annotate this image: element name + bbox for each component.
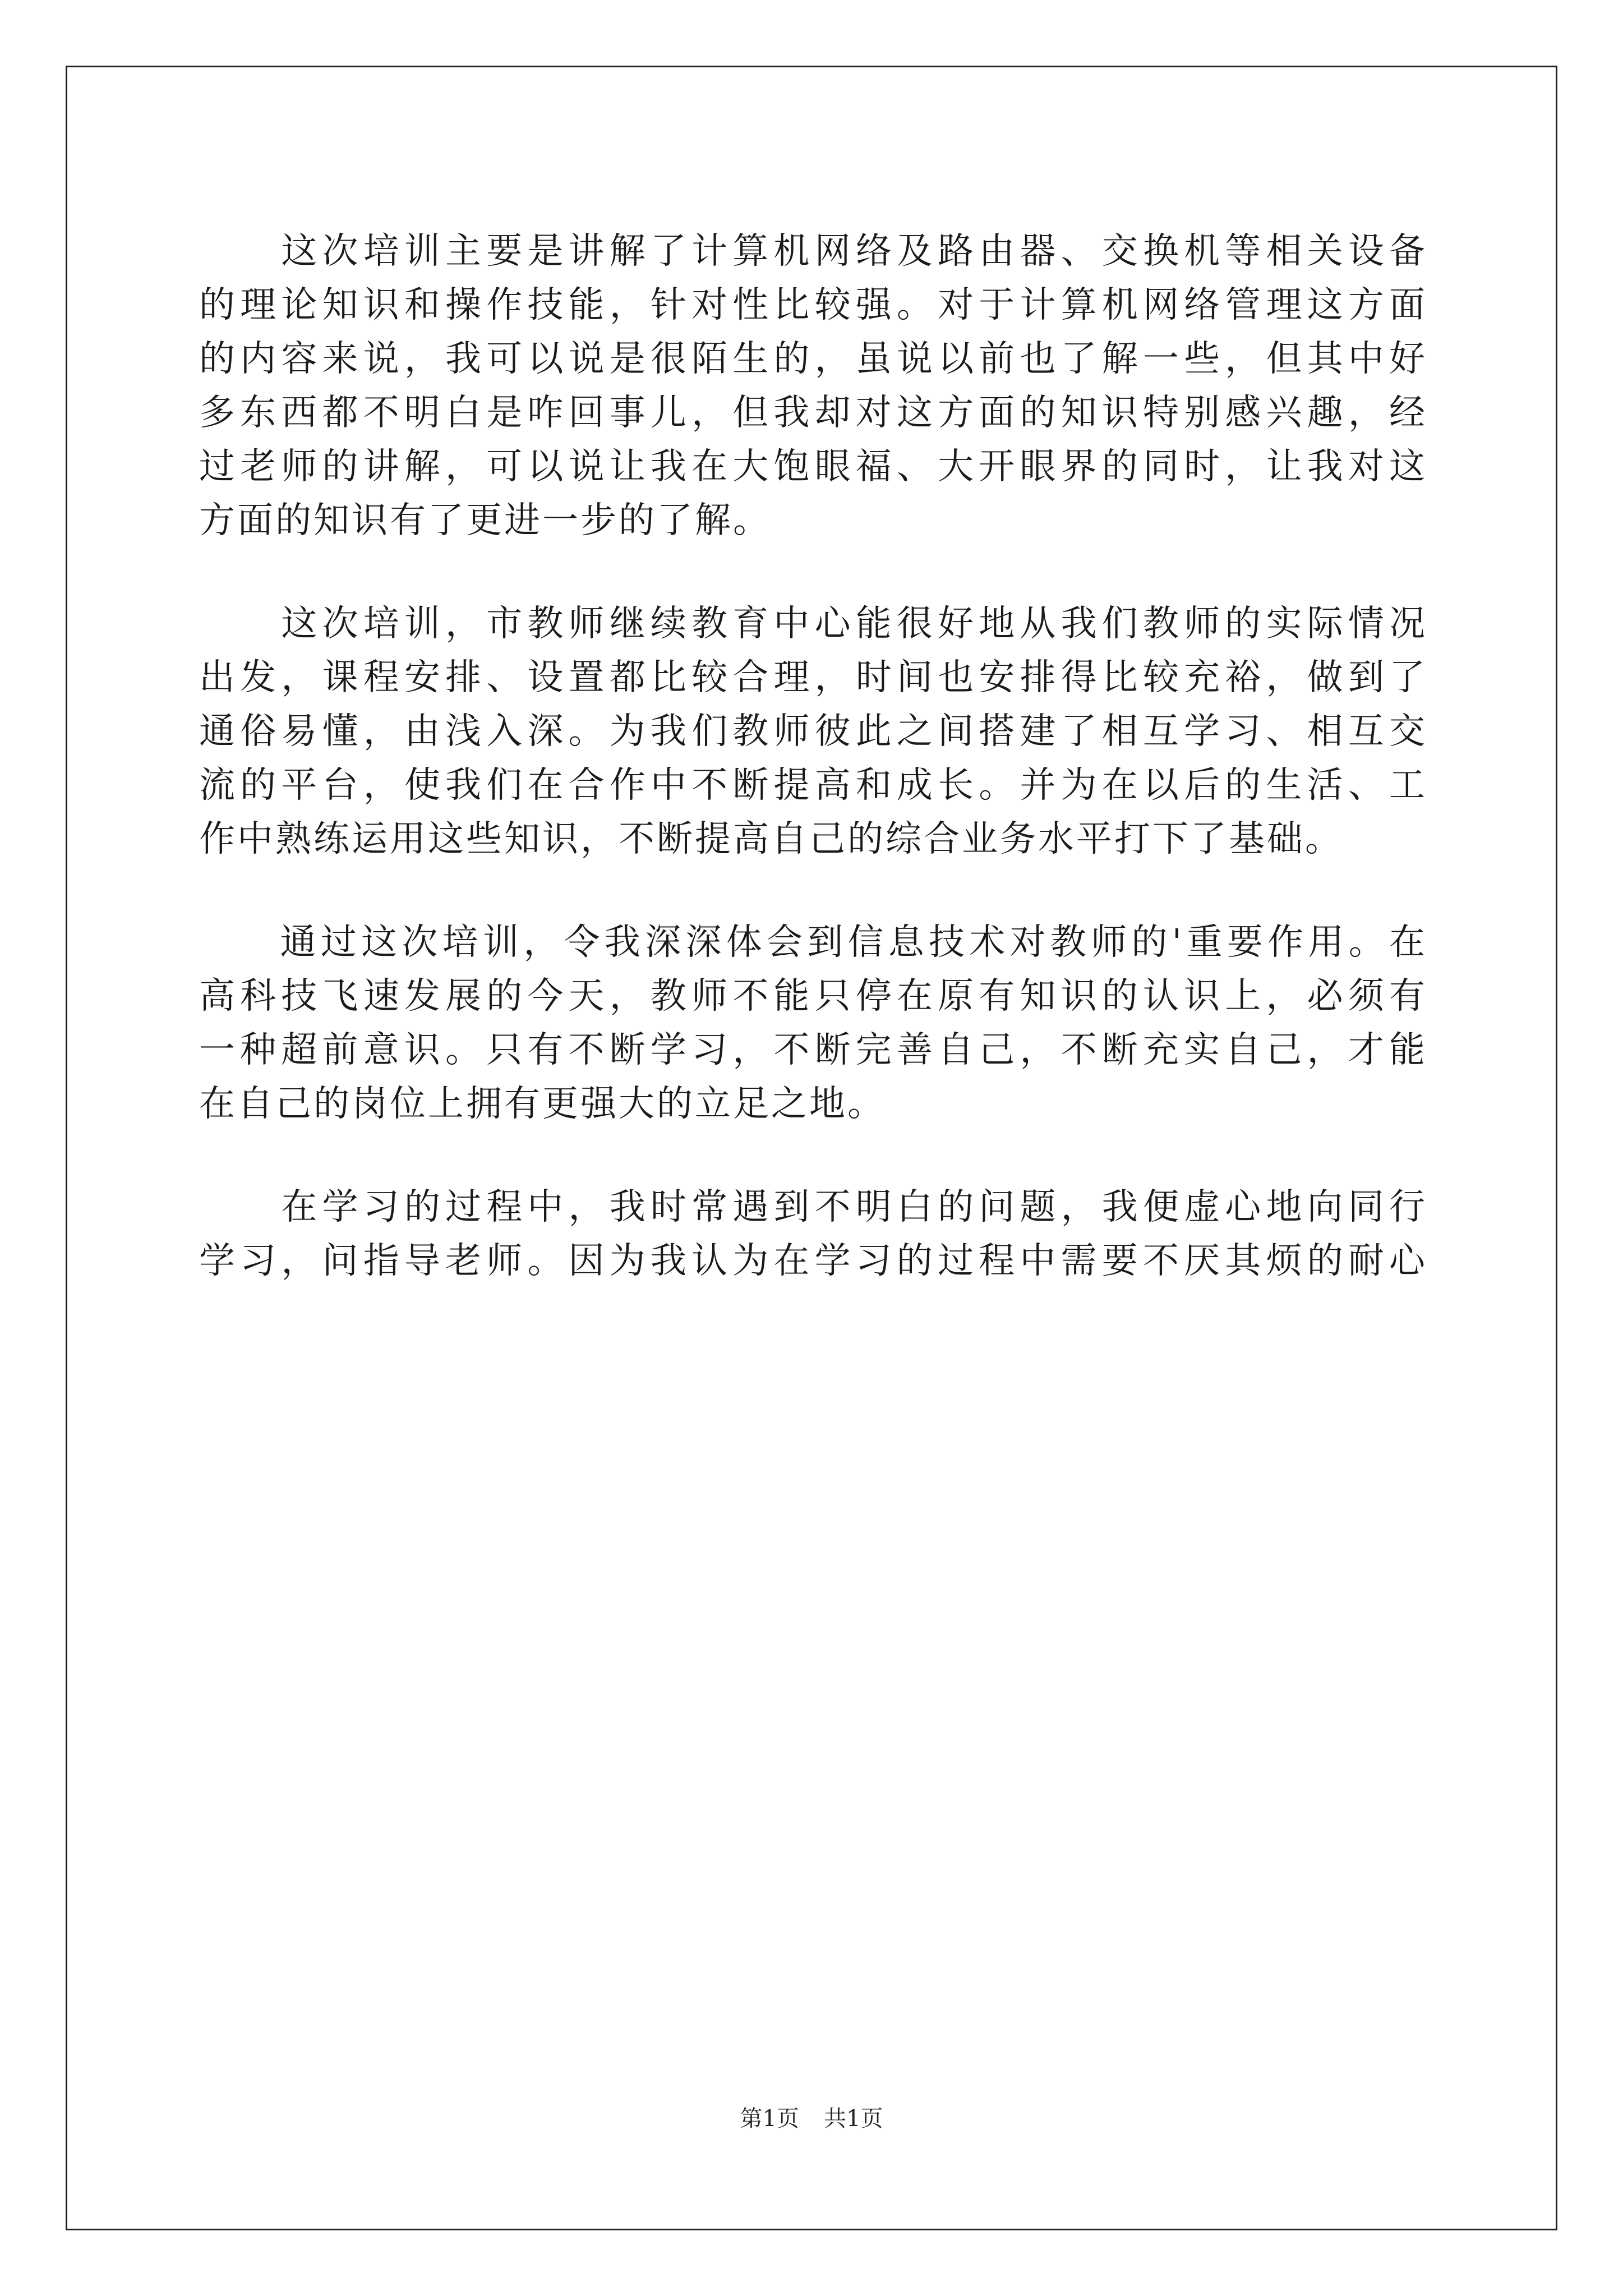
paragraph-line: 这次培训主要是讲解了计算机网络及路由器、交换机等相关设备 bbox=[199, 231, 1427, 272]
paragraph-4 bbox=[199, 1180, 1427, 1288]
paragraph-line: 在学习的过程中，我时常遇到不明白的问题，我便虚心地向同行 bbox=[199, 1186, 1427, 1228]
paragraph-line: 一种超前意识。只有不断学习，不断完善自己，不断充实自己，才能 bbox=[199, 1029, 1427, 1071]
paragraph-line: 过老师的讲解，可以说让我在大饱眼福、大开眼界的同时，让我对这 bbox=[199, 446, 1427, 487]
paragraph-line: 学习，问指导老师。因为我认为在学习的过程中需要不厌其烦的耐心 bbox=[199, 1240, 1427, 1282]
paragraph-line: 通过这次培训，令我深深体会到信息技术对教师的'重要作用。在 bbox=[199, 922, 1427, 963]
paragraph-line: 高科技飞速发展的今天，教师不能只停在原有知识的认识上，必须有 bbox=[199, 976, 1427, 1017]
paragraph-line: 这次培训，市教师继续教育中心能很好地从我们教师的实际情况 bbox=[199, 603, 1427, 645]
paragraph-3 bbox=[199, 915, 1427, 1131]
paragraph-line: 在自己的岗位上拥有更强大的立足之地。 bbox=[199, 1083, 886, 1125]
paragraph-line: 的理论知识和操作技能，针对性比较强。对于计算机网络管理这方面 bbox=[199, 284, 1427, 326]
paragraph-line: 作中熟练运用这些知识，不断提高自己的综合业务水平打下了基础。 bbox=[199, 818, 1343, 860]
paragraph-1 bbox=[199, 224, 1427, 547]
page-footer bbox=[0, 2101, 1623, 2133]
paragraph-line: 方面的知识有了更进一步的了解。 bbox=[199, 500, 771, 541]
total-pages: 共1页 bbox=[824, 2106, 883, 2132]
paragraph-2 bbox=[199, 597, 1427, 866]
page-number: 第1页 bbox=[740, 2106, 799, 2132]
paragraph-line: 流的平台，使我们在合作中不断提高和成长。并为在以后的生活、工 bbox=[199, 765, 1427, 806]
document-body bbox=[199, 224, 1427, 1288]
paragraph-line: 通俗易懂，由浅入深。为我们教师彼此之间搭建了相互学习、相互交 bbox=[199, 711, 1427, 752]
paragraph-line: 的内容来说，我可以说是很陌生的，虽说以前也了解一些，但其中好 bbox=[199, 338, 1427, 380]
paragraph-line: 多东西都不明白是咋回事儿，但我却对这方面的知识特别感兴趣，经 bbox=[199, 392, 1427, 434]
paragraph-line: 出发，课程安排、设置都比较合理，时间也安排得比较充裕，做到了 bbox=[199, 657, 1427, 698]
